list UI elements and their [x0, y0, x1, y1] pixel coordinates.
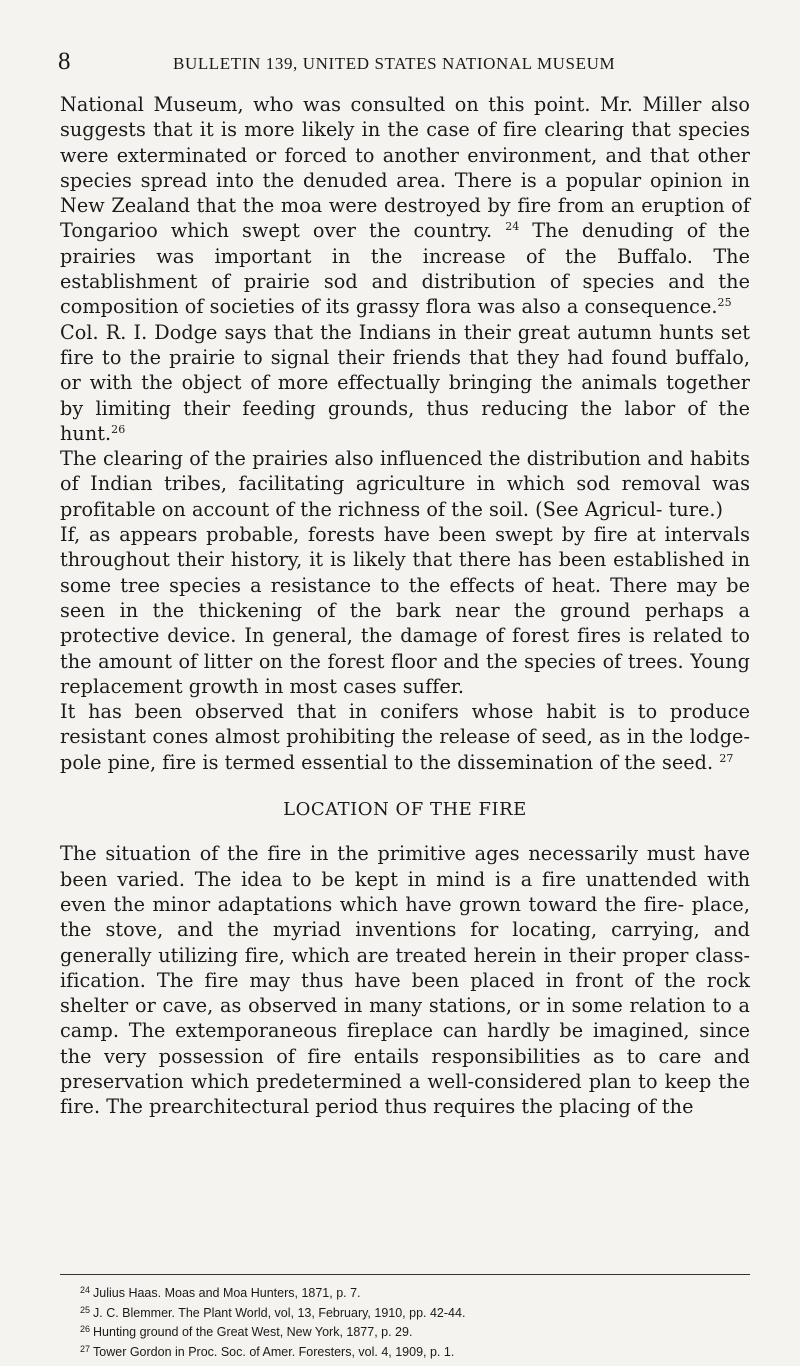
body-paragraph: [60, 92, 750, 320]
running-head: [58, 48, 748, 78]
footnote-mark: 26: [80, 1324, 91, 1334]
footnote-text: Julius Haas. Moas and Moa Hunters, 1871, p. 7.: [93, 1286, 361, 1300]
footnote-divider: [60, 1274, 750, 1275]
body-paragraph: [60, 699, 750, 775]
body-paragraph: [60, 522, 750, 699]
section-paragraph: The situation of the fire in the primitive ages necessarily must have been varied. The idea to be kept in mind is a fire unattended with even the minor adaptations which have grown toward the fire- place, the stove, and the myriad inventions for locating, carrying, and generally utilizing fire, which are treated herein in their proper class- ification. The fire may thus have been placed in front of the rock shelter or cave, as observed in many stations, or in some relation to a camp. The extemporaneous fireplace can hardly be imagined, since the very possession of fire entails responsibilities as to care and preservation which predetermined a well-considered plan to keep the fire. The prearchitectural period thus requires the placing of the: [60, 842, 750, 1119]
footnote-text: Hunting ground of the Great West, New York, 1877, p. 29.: [93, 1325, 413, 1339]
paragraph-text: The clearing of the prairies also influenced the distribution and habits of Indian tribes, facilitating agriculture in which sod removal was profitable on account of the richness of the soil. (See Agricul- ture.): [60, 447, 750, 521]
footnote-reference: 27: [719, 751, 734, 765]
paragraph-text: It has been observed that in conifers whose habit is to produce resistant cones almost prohibiting the release of seed, as in the lodge- pole pine, fire is termed essential to the dissemination of the seed.: [60, 700, 750, 774]
footnote: [80, 1321, 750, 1341]
footnote-text: J. C. Blemmer. The Plant World, vol, 13, February, 1910, pp. 42-44.: [93, 1305, 466, 1320]
footnote-mark: 24: [80, 1285, 91, 1295]
paragraph-text: National Museum, who was consulted on this point. Mr. Miller also suggests that it is more likely in the case of fire clearing that species were exterminated or forced to another environment, and that other species spread into the denuded area. There is a popular opinion in New Zealand that the moa were destroyed by fire from an eruption of Tongarioo which swept over the country.: [60, 93, 750, 243]
paragraph-text: Col. R. I. Dodge says that the Indians in their great autumn hunts set fire to the prairie to signal their friends that they had found buffalo, or with the object of more effectually bringing the animals together by limiting their feeding grounds, thus reducing the labor of the hunt.: [60, 320, 750, 445]
footnote-mark: 27: [80, 1343, 91, 1354]
footnote: [80, 1302, 750, 1322]
footnotes: [80, 1282, 750, 1360]
section-heading: LOCATION OF THE FIRE: [283, 799, 527, 821]
footnote-reference: 24: [505, 220, 520, 234]
page-number: 8: [58, 48, 71, 75]
body-text: [60, 92, 750, 1120]
paragraph-text: The denuding of the prairies was important in the increase of the Buffalo. The establishment of prairie sod and distribution of species and the composition of societies of its grassy flora was also a consequence.: [60, 219, 750, 319]
footnote-text: Tower Gordon in Proc. Soc. of Amer. Foresters, vol. 4, 1909, p. 1.: [93, 1344, 455, 1359]
paragraphs: [60, 92, 750, 775]
footnote-reference: 26: [111, 422, 126, 436]
body-paragraph: [60, 320, 750, 446]
footnote: [80, 1282, 750, 1302]
paragraph-text: If, as appears probable, forests have been swept by fire at intervals throughout their history, it is likely that there has been established in some tree species a resistance to the effects of heat. There may be seen in the thickening of the bark near the ground perhaps a protective device. In general, the damage of forest fires is related to the amount of litter on the forest floor and the species of trees. Young replacement growth in most cases suffer.: [60, 523, 750, 698]
running-head-title: BULLETIN 139, UNITED STATES NATIONAL MUSEUM: [173, 54, 616, 73]
footnote-reference: 25: [717, 296, 732, 310]
body-paragraph: [60, 446, 750, 522]
footnote: [80, 1341, 750, 1361]
footnote-mark: 25: [80, 1304, 91, 1315]
